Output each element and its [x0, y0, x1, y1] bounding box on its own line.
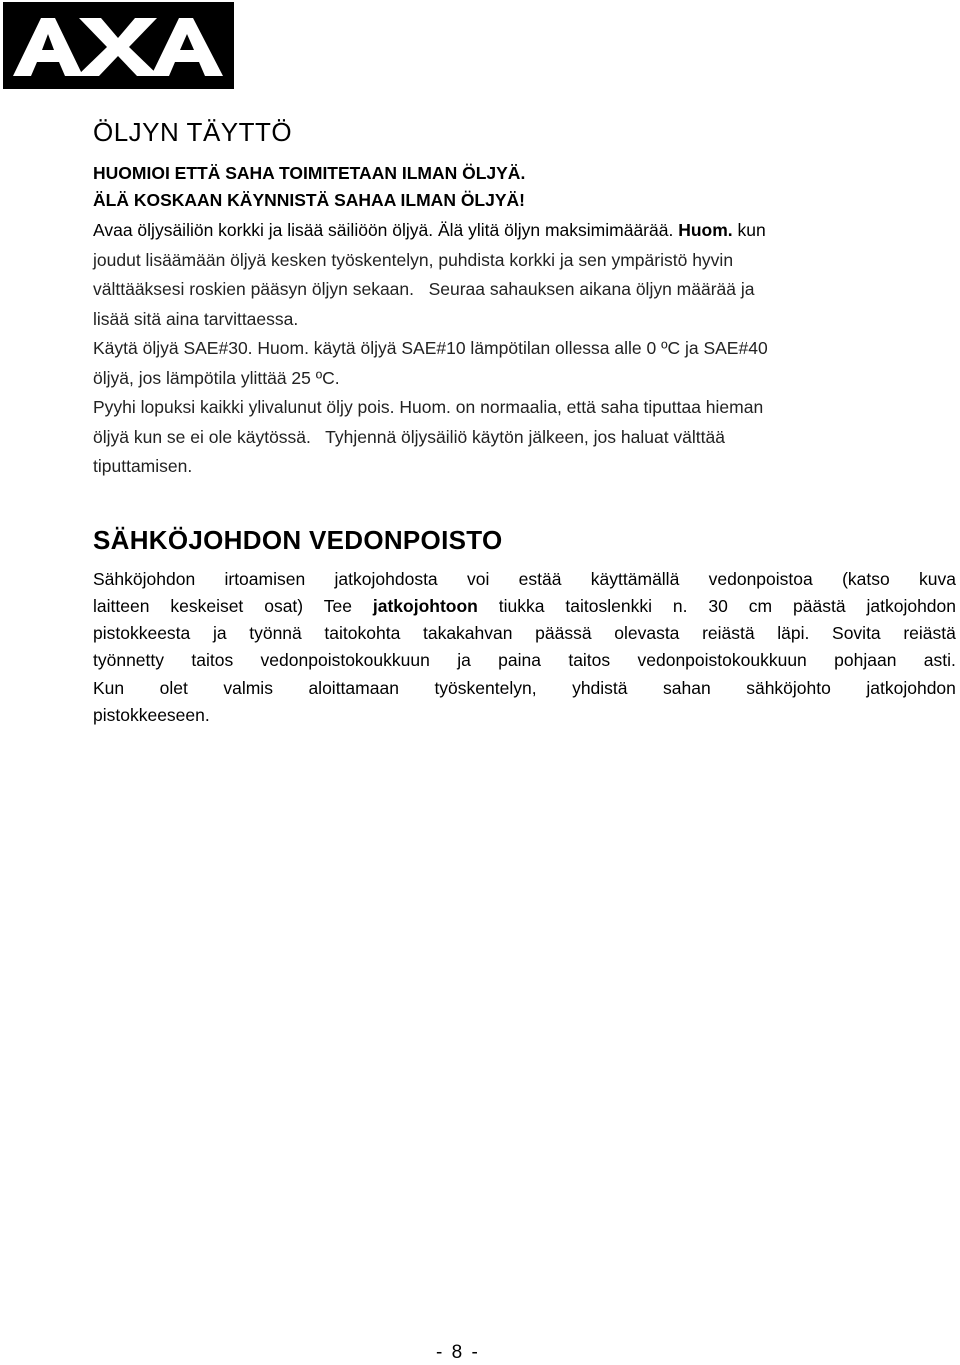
oil-p1-line-4: lisää sitä aina tarvittaessa. — [93, 308, 299, 329]
cord-line-2: laitteen keskeiset osat) Tee jatkojohtoon tiukka taitoslenkki n. 30 cm päästä jatkojohdon — [93, 595, 956, 616]
word: sähköjohto — [746, 677, 831, 698]
word: taitos — [568, 650, 611, 671]
oil-p2-line-2: öljyä, jos lämpötila ylittää 25 ºC. — [93, 367, 340, 388]
word: työskentelyn, — [434, 677, 537, 698]
word: reiästä — [903, 623, 956, 644]
oil-p3-line-3: tiputtamisen. — [93, 456, 193, 476]
word: kuva — [919, 568, 956, 589]
word: Sähköjohdon — [93, 568, 196, 589]
oil-paragraph-2 — [93, 334, 959, 393]
word: estää — [518, 568, 562, 589]
word: paina — [498, 650, 541, 671]
word: pistokkeesta — [93, 623, 191, 644]
cord-paragraph — [93, 566, 956, 730]
word: (katso — [842, 568, 890, 589]
word: jatkojohdosta — [334, 568, 438, 589]
word: olevasta — [614, 623, 680, 644]
word: ja — [457, 650, 471, 671]
word: taitos — [191, 650, 234, 671]
cord-line-4 — [93, 647, 956, 674]
oil-section-title: ÖLJYN TÄYTTÖ — [93, 117, 293, 147]
word: irtoamisen — [224, 568, 306, 589]
word: pohjaan — [834, 650, 897, 671]
cord-line-6: pistokkeeseen. — [93, 704, 210, 725]
word: työnnä — [249, 623, 302, 644]
cord-line-1 — [93, 566, 956, 593]
oil-paragraph-3 — [93, 393, 959, 482]
note-emphasis: Huom. — [678, 220, 733, 240]
word: vedonpoistokoukkuun — [637, 650, 807, 671]
word: jatkojohdon — [866, 677, 956, 698]
word: läpi. — [777, 623, 810, 644]
word: takakahvan — [422, 623, 513, 644]
oil-p3-line-1: Pyyhi lopuksi kaikki ylivalunut öljy pois. Huom. on normaalia, että saha tiputtaa hieman — [93, 397, 764, 417]
word: käyttämällä — [590, 568, 680, 589]
word: aloittamaan — [308, 677, 399, 698]
cord-line-5 — [93, 675, 956, 702]
word: voi — [466, 568, 490, 589]
oil-p1-line-1: Avaa öljysäiliön korkki ja lisää säiliöön öljyä. Älä ylitä öljyn maksimimäärää. Huom. kun — [93, 220, 766, 240]
word: reiästä — [702, 623, 755, 644]
extension-cord-emphasis: jatkojohtoon — [372, 595, 478, 616]
warning-never-start-without-oil: ÄLÄ KOSKAAN KÄYNNISTÄ SAHAA ILMAN ÖLJYÄ! — [93, 190, 525, 210]
page-number: - 8 - — [436, 1342, 480, 1363]
oil-paragraph-1 — [93, 216, 959, 334]
word: ja — [212, 623, 227, 644]
cord-line-3 — [93, 620, 956, 647]
word: yhdistä — [572, 677, 628, 698]
cord-section-title: SÄHKÖJOHDON VEDONPOISTO — [93, 524, 503, 555]
word: päässä — [535, 623, 592, 644]
axa-logo — [3, 2, 234, 89]
oil-p1-line-3: välttääksesi roskien pääsyn öljyn sekaan. Seuraa sahauksen aikana öljyn määrää ja — [93, 279, 755, 299]
page-content — [93, 112, 959, 729]
word: sahan — [663, 677, 711, 698]
oil-p3-line-2: öljyä kun se ei ole käytössä. Tyhjennä öljysäiliö käytön jälkeen, jos haluat välttää — [93, 426, 725, 447]
word: Sovita — [832, 623, 881, 644]
word: Kun — [93, 677, 125, 698]
oil-p1-line-2: joudut lisäämään öljyä kesken työskentelyn, puhdista korkki ja sen ympäristö hyvin — [93, 249, 734, 270]
word: olet — [159, 677, 188, 698]
word: työnnetty — [93, 650, 165, 671]
word: taitokohta — [324, 623, 401, 644]
word: asti. — [923, 650, 956, 671]
word: vedonpoistokoukkuun — [260, 650, 430, 671]
word: valmis — [223, 677, 273, 698]
axa-logo-mark — [11, 14, 226, 78]
oil-p2-line-1: Käytä öljyä SAE#30. Huom. käytä öljyä SAE#10 lämpötilan ollessa alle 0 ºC ja SAE#40 — [93, 338, 768, 358]
warning-no-oil-delivered: HUOMIOI ETTÄ SAHA TOIMITETAAN ILMAN ÖLJYÄ. — [93, 163, 526, 183]
word: vedonpoistoa — [708, 568, 813, 589]
